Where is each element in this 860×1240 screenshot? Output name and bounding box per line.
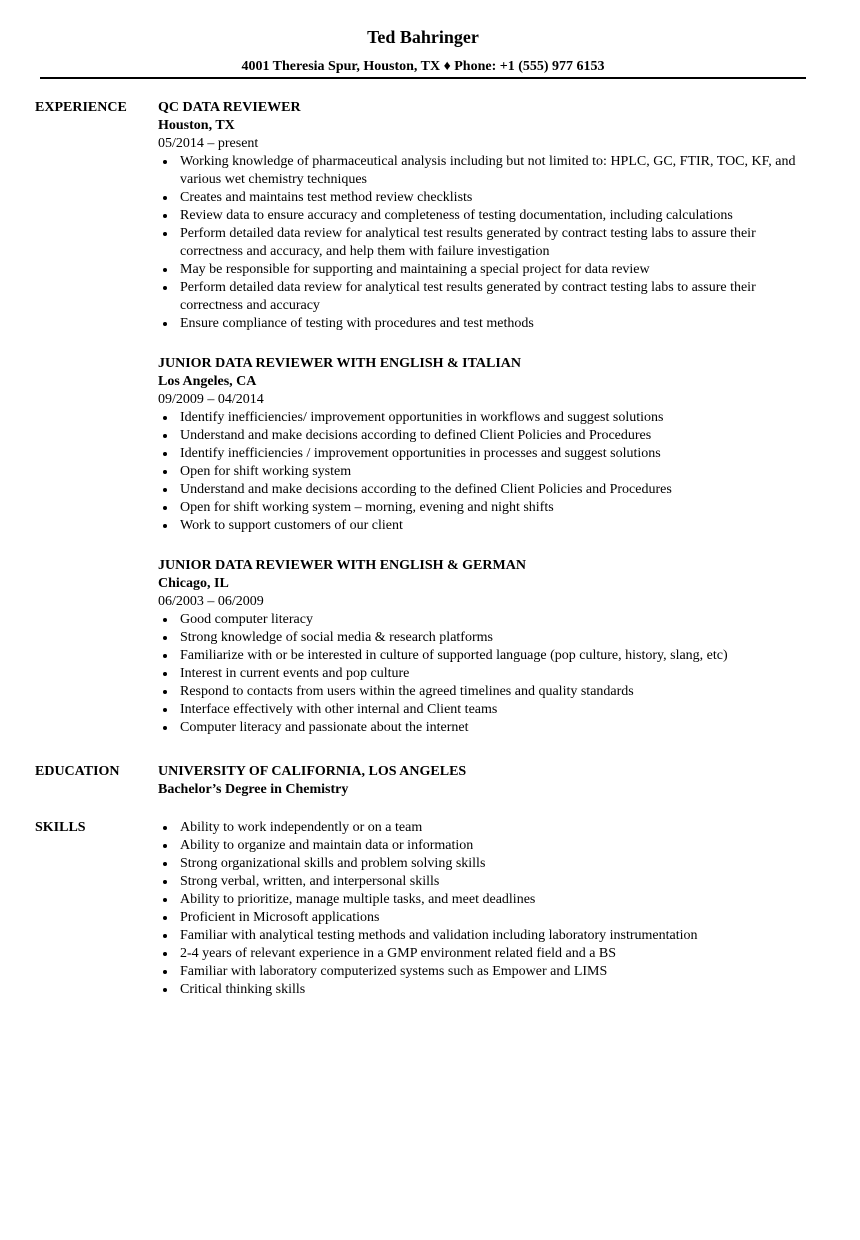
job-bullet: Ensure compliance of testing with procedures and test methods <box>158 315 808 333</box>
job-bullets <box>158 153 808 333</box>
job-entry <box>158 99 808 333</box>
job-bullet: Interface effectively with other internal and Client teams <box>158 701 808 719</box>
job-location: Chicago, IL <box>158 576 229 591</box>
job-bullet: Strong knowledge of social media & research platforms <box>158 629 808 647</box>
header-divider <box>40 77 806 79</box>
skills-body <box>158 819 808 999</box>
experience-heading: EXPERIENCE <box>35 100 127 115</box>
skill-item: Strong verbal, written, and interpersonal skills <box>158 873 808 891</box>
education-body <box>158 763 808 799</box>
job-entry <box>158 557 808 737</box>
contact-line: 4001 Theresia Spur, Houston, TX ♦ Phone: +1 (555) 977 6153 <box>241 59 605 74</box>
education-heading: EDUCATION <box>35 764 120 779</box>
skill-item: Proficient in Microsoft applications <box>158 909 808 927</box>
job-bullets <box>158 409 808 535</box>
skill-item: Familiar with laboratory computerized systems such as Empower and LIMS <box>158 963 808 981</box>
job-dates: 05/2014 – present <box>158 136 259 151</box>
job-bullet: Perform detailed data review for analytical test results generated by contract testing labs to assure their correctness and accuracy <box>158 279 808 315</box>
job-bullet: Understand and make decisions according to defined Client Policies and Procedures <box>158 427 808 445</box>
job-bullet: Creates and maintains test method review checklists <box>158 189 808 207</box>
skill-item: Strong organizational skills and problem solving skills <box>158 855 808 873</box>
skill-item: Ability to work independently or on a team <box>158 819 808 837</box>
school-name: UNIVERSITY OF CALIFORNIA, LOS ANGELES <box>158 764 467 779</box>
skills-list <box>158 819 808 999</box>
job-bullet: Computer literacy and passionate about the internet <box>158 719 808 737</box>
skill-item: Ability to prioritize, manage multiple tasks, and meet deadlines <box>158 891 808 909</box>
job-bullet: Open for shift working system <box>158 463 808 481</box>
skill-item: Familiar with analytical testing methods and validation including laboratory instrumentation <box>158 927 808 945</box>
job-bullet: Respond to contacts from users within the agreed timelines and quality standards <box>158 683 808 701</box>
job-dates: 09/2009 – 04/2014 <box>158 392 264 407</box>
job-bullet: Work to support customers of our client <box>158 517 808 535</box>
job-bullet: Review data to ensure accuracy and completeness of testing documentation, including calculations <box>158 207 808 225</box>
job-bullet: Open for shift working system – morning, evening and night shifts <box>158 499 808 517</box>
job-bullet: Working knowledge of pharmaceutical analysis including but not limited to: HPLC, GC, FTIR, TOC, KF, and various wet chemistry techniques <box>158 153 808 189</box>
job-title: JUNIOR DATA REVIEWER WITH ENGLISH & ITALIAN <box>158 356 522 371</box>
job-bullets <box>158 611 808 737</box>
job-bullet: Identify inefficiencies / improvement opportunities in processes and suggest solutions <box>158 445 808 463</box>
job-entry <box>158 355 808 535</box>
job-bullet: Familiarize with or be interested in culture of supported language (pop culture, history, slang, etc) <box>158 647 808 665</box>
degree-name: Bachelor’s Degree in Chemistry <box>158 782 349 797</box>
job-title: JUNIOR DATA REVIEWER WITH ENGLISH & GERMAN <box>158 558 526 573</box>
job-bullet: May be responsible for supporting and maintaining a special project for data review <box>158 261 808 279</box>
experience-list <box>158 99 808 759</box>
job-bullet: Identify inefficiencies/ improvement opportunities in workflows and suggest solutions <box>158 409 808 427</box>
job-bullet: Perform detailed data review for analytical test results generated by contract testing labs to assure their correctness and accuracy, and help them with failure investigation <box>158 225 808 261</box>
skills-heading: SKILLS <box>35 820 86 835</box>
skill-item: Critical thinking skills <box>158 981 808 999</box>
job-location: Houston, TX <box>158 118 235 133</box>
job-title: QC DATA REVIEWER <box>158 100 301 115</box>
job-location: Los Angeles, CA <box>158 374 257 389</box>
skill-item: 2-4 years of relevant experience in a GMP environment related field and a BS <box>158 945 808 963</box>
skill-item: Ability to organize and maintain data or information <box>158 837 808 855</box>
job-dates: 06/2003 – 06/2009 <box>158 594 264 609</box>
job-bullet: Good computer literacy <box>158 611 808 629</box>
job-bullet: Interest in current events and pop culture <box>158 665 808 683</box>
candidate-name: Ted Bahringer <box>367 27 479 47</box>
job-bullet: Understand and make decisions according to the defined Client Policies and Procedures <box>158 481 808 499</box>
